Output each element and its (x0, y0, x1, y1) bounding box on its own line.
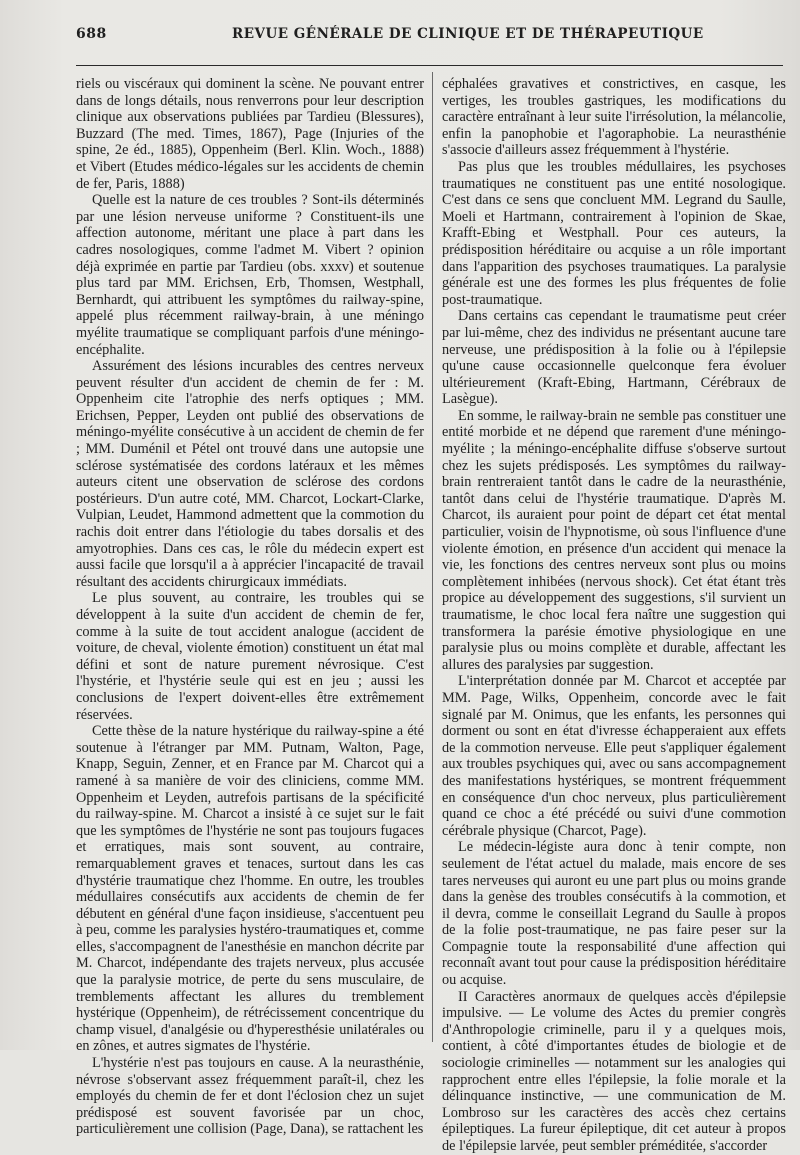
running-title: REVUE GÉNÉRALE DE CLINIQUE ET DE THÉRAPEUTIQUE (232, 26, 704, 42)
paragraph: En somme, le railway-brain ne semble pas constituer une entité morbide et ne dépend que rarement d'une méningo-myélite ; la méningo-encéphalite diffuse s'observe surtout chez les sujets prédisposés. Les symptômes du railway-brain rentreraient tantôt dans le cadre de la neurasthénie, tantôt dans celui de l'hystérie traumatique. D'après M. Charcot, ils auraient pour point de départ cet état mental particulier, voisin de l'hypnotisme, où sous l'influence d'une violente émotion, en présence d'un accident qui menace la vie, les fonctions des centres nerveux sont plus ou moins complètement inhibées (nervous shock). Cet état étant très propice au développement des suggestions, s'il survient un traumatisme, le choc local fera naître une suggestion qui transformera la parésie émotive physiologique en une paralysie plus ou moins complète et durable, affectant les allures des paralysies par suggestion. (442, 407, 786, 673)
column-divider (432, 72, 433, 1042)
right-column (442, 76, 786, 1155)
paragraph: Pas plus que les troubles médullaires, les psychoses traumatiques ne constituent pas une entité nosologique. C'est dans ce sens que concluent MM. Legrand du Saulle, Moeli et Hartmann, contrairement à l'opinion de Skae, Krafft-Ebing et Westphall. Pour ces auteurs, la prédisposition héréditaire ou acquise a un rôle important dans l'apparition des psychoses traumatiques. La paralysie générale est une des formes les plus fréquentes de folie post-traumatique. (442, 158, 786, 308)
header-rule (76, 65, 783, 66)
paragraph: Le plus souvent, au contraire, les troubles qui se développent à la suite d'un accident de chemin de fer, comme à la suite de tout accident analogue (accident de voiture, de cheval, violente émotion) constituent un état mal défini et sont de nature purement névrosique. C'est l'hystérie, et l'hystérie seule qui est en jeu ; aussi les conclusions de l'expert doivent-elles être extrêmement réservées. (76, 590, 424, 723)
paragraph: Quelle est la nature de ces troubles ? Sont-ils déterminés par une lésion nerveuse uniforme ? Constituent-ils une affection autonome, méritant une place à part dans les cadres nosologiques, comme l'admet M. Vibert ? opinion déjà exprimée en partie par Tardieu (obs. xxxv) et soutenue plus tard par MM. Erichsen, Erb, Thomsen, Westphall, Bernhardt, qui attribuent les symptômes du railway-spine, appelé plus récemment railway-brain, à une méningo myélite traumatique se compliquant parfois d'une méningo-encéphalite. (76, 192, 424, 358)
paragraph: II Caractères anormaux de quelques accès d'épilepsie impulsive. — Le volume des Actes du premier congrès d'Anthropologie criminelle, paru il y a quelques mois, contient, à côté d'importantes études de biologie et de sociologie criminelles — notamment sur les analogies qui rapprochent entre elles l'épilepsie, la folie morale et la délinquance instinctive, — une communication de M. Lombroso sur les caractères des accès chez certains épileptiques. La fureur épileptique, dit cet auteur à propos de l'épilepsie larvée, peut sembler préméditée, s'accorder (442, 988, 786, 1154)
left-column (76, 76, 424, 1138)
page-number: 688 (76, 26, 107, 42)
paragraph: Cette thèse de la nature hystérique du railway-spine a été soutenue à l'étranger par MM. Putnam, Walton, Page, Knapp, Seguin, Zenner, et en France par M. Charcot qui a ramené à sa manière de voir des cliniciens, comme MM. Oppenheim et Leyden, autrefois partisans de la spécificité du railway-spine. M. Charcot a insisté à ce sujet sur le fait que les symptômes de l'hystérie ne sont pas toujours fugaces et erratiques, mais sont souvent, au contraire, remarquablement graves et tenaces, surtout dans les cas d'hystérie traumatique chez l'homme. En outre, les troubles médullaires consécutifs aux accidents de chemin de fer débutent en général d'une façon insidieuse, s'accentuent peu à peu, comme les paralysies hystéro-traumatiques et, comme elles, s'accompagnent de l'anesthésie en manchon décrite par M. Charcot, indépendante des trajets nerveux, plus accusée que la paralysie motrice, de perte du sens musculaire, de tremblements affectant les allures du tremblement hystérique (Oppenheim), de rétrécissement concentrique du champ visuel, d'analgésie ou d'hyperesthésie unilatérales ou en zônes, et autres sigmates de l'hystérie. (76, 723, 424, 1055)
paragraph: L'hystérie n'est pas toujours en cause. A la neurasthénie, névrose s'observant assez fréquemment paraît-il, chez les employés du chemin de fer et dont l'éclosion chez un sujet prédisposé est souvent favorisée par un choc, particulièrement une collision (Page, Dana), se rattachent les (76, 1055, 424, 1138)
paragraph: Le médecin-légiste aura donc à tenir compte, non seulement de l'état actuel du malade, mais encore de ses tares nerveuses qui auront eu une part plus ou moins grande dans la genèse des troubles consécutifs à la commotion, et il devra, comme le conseillait Legrand du Saulle à propos de la folie post-traumatique, ne pas faire peser sur la Compagnie toute la responsabilité d'une affection qui reconnaît avant tout pour cause la prédisposition héréditaire ou acquise. (442, 839, 786, 989)
paragraph: Dans certains cas cependant le traumatisme peut créer par lui-même, chez des individus ne présentant aucune tare nerveuse, une prédisposition à la folie ou à l'épilepsie qu'une cause occasionnelle quelconque fera évoluer ultérieurement (Kraft-Ebing, Hartmann, Cérébraux de Lasègue). (442, 308, 786, 408)
paragraph: L'interprétation donnée par M. Charcot et acceptée par MM. Page, Wilks, Oppenheim, concorde avec le fait signalé par M. Onimus, que les enfants, les personnes qui dorment ou sont en état d'ivresse échapperaient aux effets de la commotion nerveuse. Elle peut s'appliquer également aux troubles psychiques qui, avec ou sans accompagnement des manifestations hystériques, se montrent fréquemment en conséquence d'un choc nerveux, plus particulièrement quand ce choc a été précédé ou suivi d'une commotion cérébrale physique (Charcot, Page). (442, 673, 786, 839)
paragraph: riels ou viscéraux qui dominent la scène. Ne pouvant entrer dans de longs détails, nous renverrons pour leur description clinique aux observations publiées par Tardieu (Blessures), Buzzard (The med. Times, 1867), Page (Injuries of the spine, 2e éd., 1885), Oppenheim (Berl. Klin. Woch., 1888) et Vibert (Etudes médico-légales sur les accidents de chemin de fer, Paris, 1888) (76, 76, 424, 192)
paragraph: céphalées gravatives et constrictives, en casque, les vertiges, les troubles gastriques, les modifications du caractère entraînant à leur suite l'irrésolution, la mélancolie, enfin la panophobie et l'agoraphobie. La neurasthénie s'associe d'ailleurs assez fréquemment à l'hystérie. (442, 76, 786, 159)
page-header (0, 26, 800, 50)
paragraph: Assurément des lésions incurables des centres nerveux peuvent résulter d'un accident de chemin de fer : M. Oppenheim cite l'atrophie des nerfs optiques ; MM. Erichsen, Pepper, Leyden ont publié des observations de méningo-myélite consécutive à un accident de chemin de fer ; MM. Duménil et Pétel ont trouvé dans une autopsie une sclérose systématisée des cordons latéraux et les mêmes auteurs citent une observation de sclérose des cordons postérieurs. D'un autre coté, MM. Charcot, Lockart-Clarke, Vulpian, Leudet, Hammond admettent que la commotion du rachis doit entrer dans l'étiologie du tabes dorsalis et des amyotrophies. Dans ces cas, le rôle du médecin expert est aussi facile que lorsqu'il a à apprécier l'incapacité de travail résultant des accidents chirurgicaux immédiats. (76, 358, 424, 590)
